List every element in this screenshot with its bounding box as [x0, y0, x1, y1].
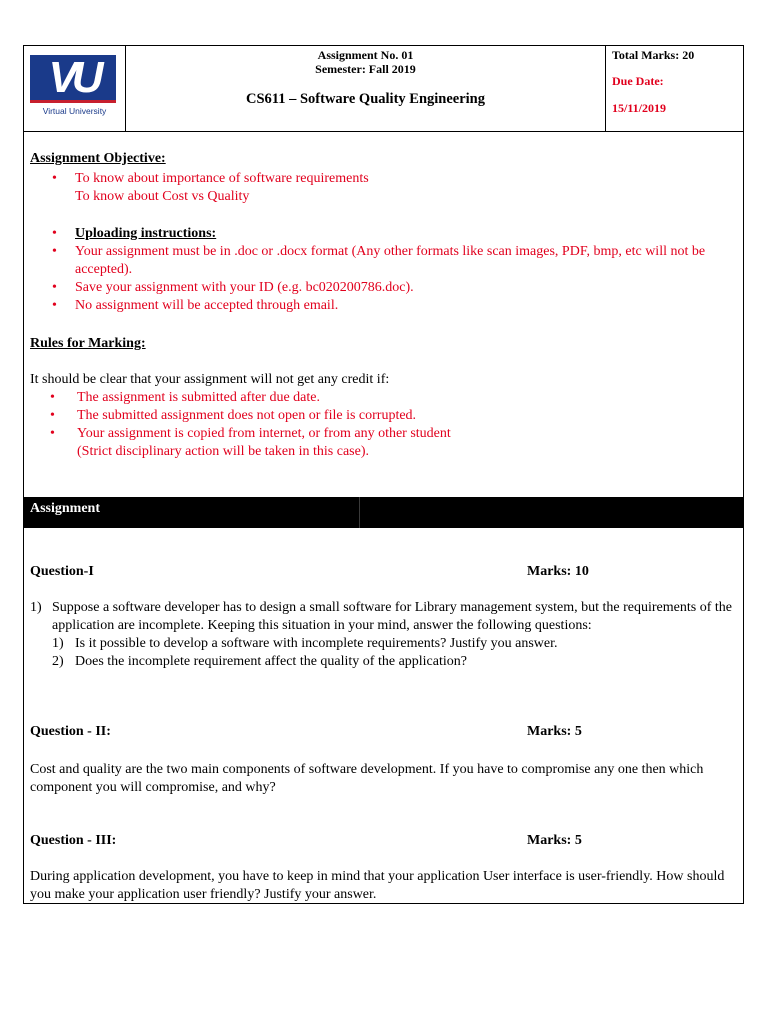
list-item: To know about Cost vs Quality [75, 189, 250, 204]
bullet-icon: • [52, 226, 57, 241]
bullet-icon: • [52, 171, 57, 186]
header-center [126, 45, 606, 132]
bar-divider [359, 497, 360, 528]
rules-intro: It should be clear that your assignment will not get any credit if: [30, 372, 390, 387]
semester: Semester: Fall 2019 [315, 62, 416, 76]
question-1-text: Suppose a software developer has to design a small software for Library management system, but the requirements of the application are incomplete. Keeping this situation in your mind, answer the following questions: [52, 600, 732, 633]
bullet-icon: • [52, 298, 57, 313]
objective-list [30, 170, 742, 206]
question-1-body [30, 599, 742, 671]
sub-question-text: Is it possible to develop a software with incomplete requirements? Justify you answer. [75, 636, 558, 651]
question-1-title: Question-I [30, 564, 94, 579]
course-title: CS611 – Software Quality Engineering [246, 91, 485, 107]
assignment-bar-label: Assignment [30, 501, 101, 516]
uploading-heading-item [30, 225, 742, 243]
logo-mark: VU [48, 55, 98, 102]
list-item: • Save your assignment with your ID (e.g. bc020200786.doc). [52, 280, 414, 295]
logo-caption: Virtual University [42, 106, 107, 116]
question-3-title: Question - III: [30, 833, 117, 848]
question-2-marks: Marks: 5 [527, 724, 582, 739]
list-item: • The assignment is submitted after due date. [50, 390, 320, 405]
bullet-icon: • [52, 244, 57, 259]
vu-logo [30, 55, 116, 103]
due-date-label: Due Date: [612, 74, 664, 88]
list-item: • To know about importance of software requirements [52, 171, 369, 186]
sub-question-text: Does the incomplete requirement affect the quality of the application? [75, 654, 467, 669]
bullet-icon: • [50, 390, 55, 405]
assignment-bar [23, 497, 744, 528]
question-1-marks: Marks: 10 [527, 564, 589, 579]
uploading-heading: Uploading instructions: [75, 226, 217, 241]
list-item: • Your assignment is copied from internet, or from any other student [50, 426, 451, 441]
list-item: • No assignment will be accepted through email. [52, 298, 339, 313]
due-date: 15/11/2019 [612, 101, 667, 115]
sub-question-number: 1) [52, 636, 64, 651]
header-right [606, 45, 744, 132]
list-item: • The submitted assignment does not open or file is corrupted. [50, 408, 417, 423]
list-item: (Strict disciplinary action will be taken in this case). [77, 444, 369, 459]
bullet-icon: • [50, 408, 55, 423]
list-item: • Your assignment must be in .doc or .docx format (Any other formats like scan images, PDF, bmp, etc will not be accepted). [52, 244, 706, 277]
logo-cell [23, 45, 126, 132]
uploading-list [30, 225, 742, 315]
question-3-marks: Marks: 5 [527, 833, 582, 848]
question-2-text: Cost and quality are the two main components of software development. If you have to compromise any one then which component you will compromise, and why? [30, 762, 704, 795]
question-3-text: During application development, you have to keep in mind that your application User interface is user-friendly. How should you make your application user friendly? Justify your answer. [30, 869, 725, 902]
rules-list [30, 389, 742, 461]
question-1-number: 1) [30, 600, 42, 615]
question-2-title: Question - II: [30, 724, 111, 739]
bullet-icon: • [52, 280, 57, 295]
bullet-icon: • [50, 426, 55, 441]
rules-heading: Rules for Marking: [30, 336, 146, 351]
objective-heading: Assignment Objective: [30, 151, 166, 166]
sub-question-number: 2) [52, 654, 64, 669]
total-marks: Total Marks: 20 [612, 48, 695, 62]
assignment-number: Assignment No. 01 [317, 48, 414, 62]
